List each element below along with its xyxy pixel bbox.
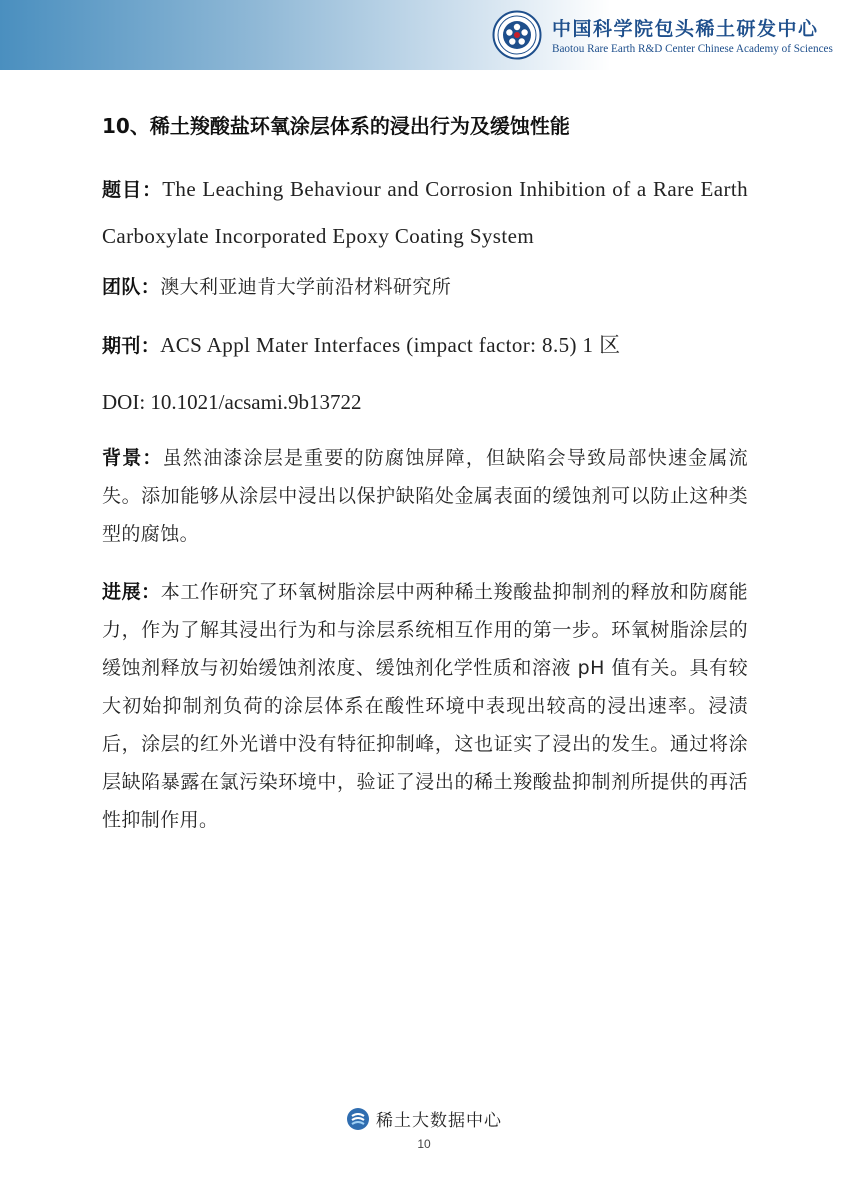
article-title: 10、稀土羧酸盐环氧涂层体系的浸出行为及缓蚀性能 — [102, 114, 570, 138]
org-name-en: Baotou Rare Earth R&D Center Chinese Academy of Sciences — [552, 43, 833, 55]
background-text: 虽然油漆涂层是重要的防腐蚀屏障，但缺陷会导致局部快速金属流失。添加能够从涂层中浸出以保护缺陷处金属表面的缓蚀剂可以防止这种类型的腐蚀。 — [102, 447, 748, 545]
footer-brand — [346, 1106, 502, 1131]
topic-label: 题目： — [102, 179, 163, 201]
journal-paragraph — [102, 326, 748, 365]
progress-label: 进展： — [102, 581, 161, 603]
progress-paragraph — [102, 573, 748, 839]
journal-value: ACS Appl Mater Interfaces (impact factor: 8.5) 1 区 — [160, 333, 621, 357]
rare-earth-data-logo-icon — [346, 1107, 370, 1131]
team-label: 团队： — [102, 276, 161, 298]
progress-text: 本工作研究了环氧树脂涂层中两种稀土羧酸盐抑制剂的释放和防腐能力，作为了解其浸出行为和与涂层系统相互作用的第一步。环氧树脂涂层的缓蚀剂释放与初始缓蚀剂浓度、缓蚀剂化学性质和溶液 pH 值有关。具有较大初始抑制剂负荷的涂层体系在酸性环境中表现出较高的浸出速率。浸渍后，涂层的红外光谱中没有特征抑制峰，这也证实了浸出的发生。通过将涂层缺陷暴露在氯污染环境中，验证了浸出的稀土羧酸盐抑制剂所提供的再活性抑制作用。 — [102, 581, 748, 831]
doi-line: DOI: 10.1021/acsami.9b13722 — [102, 390, 362, 414]
background-label: 背景： — [102, 447, 163, 469]
page-footer — [0, 1106, 848, 1151]
team-value: 澳大利亚迪肯大学前沿材料研究所 — [160, 276, 452, 298]
page-number: 10 — [417, 1136, 431, 1151]
background-paragraph — [102, 439, 748, 553]
article-body — [102, 108, 748, 839]
footer-label: 稀土大数据中心 — [376, 1111, 502, 1131]
team-paragraph — [102, 268, 748, 306]
topic-value: The Leaching Behaviour and Corrosion Inhibition of a Rare Earth Carboxylate Incorporated Epoxy Coating System — [102, 177, 748, 248]
org-name-cn: 中国科学院包头稀土研发中心 — [552, 18, 819, 40]
topic-paragraph — [102, 166, 748, 260]
journal-label: 期刊： — [102, 335, 161, 357]
cas-logo-icon — [492, 10, 542, 60]
